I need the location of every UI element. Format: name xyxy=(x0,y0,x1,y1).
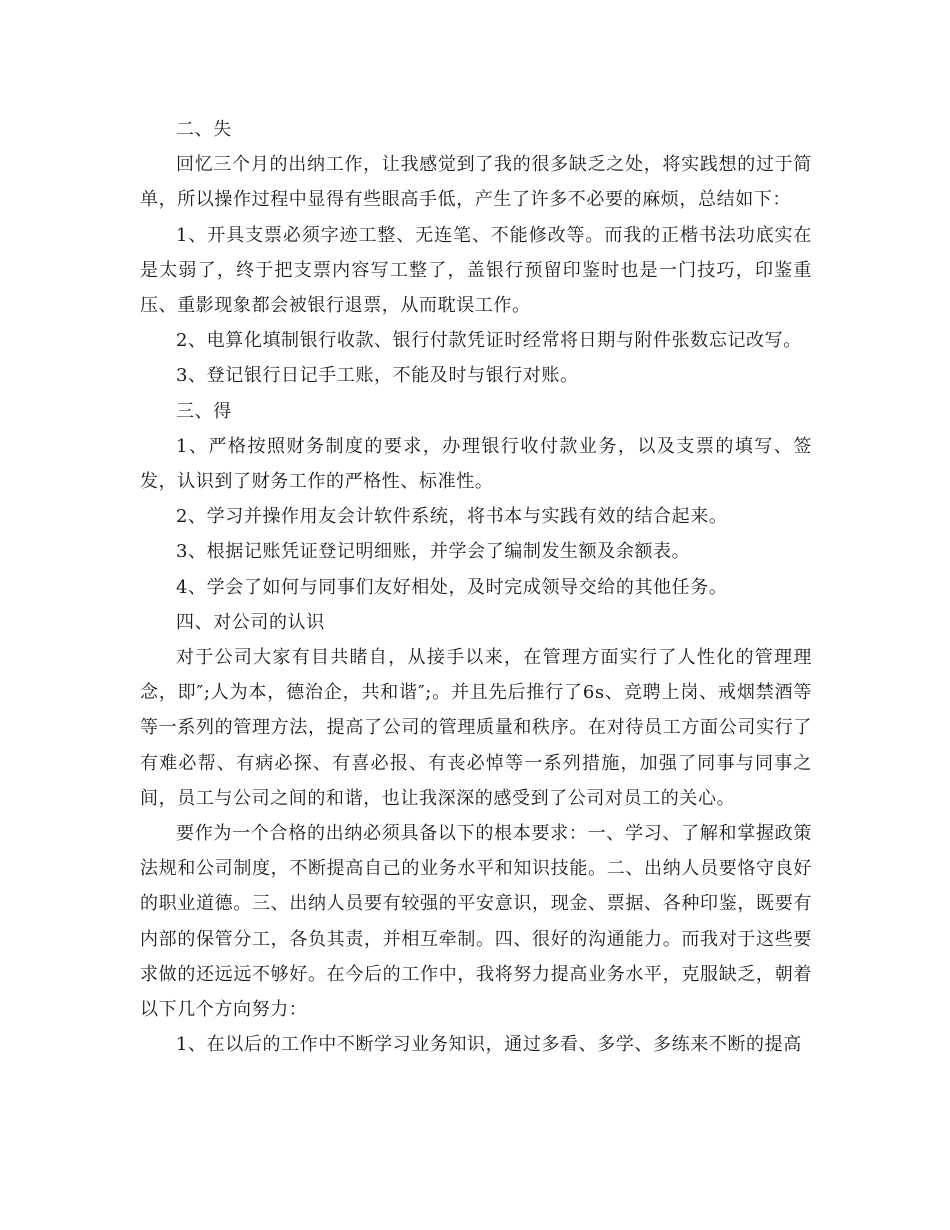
paragraph: 对于公司大家有目共睹自，从接手以来，在管理方面实行了人性化的管理理念，即″;人为本，德治企，共和谐″;。并且先后推行了6s、竞聘上岗、戒烟禁酒等等一系列的管理方法，提高了公司的管理质量和秩序。在对待员工方面公司实行了有难必帮、有病必探、有喜必报、有丧必悼等一系列措施，加强了同事与同事之间，员工与公司之间的和谐，也让我深深的感受到了公司对员工的关心。 xyxy=(140,647,812,809)
paragraph: 1、开具支票必须字迹工整、无连笔、不能修改等。而我的正楷书法功底实在是太弱了，终于把支票内容写工整了，盖银行预留印鉴时也是一门技巧，印鉴重压、重影现象都会被银行退票，从而耽误工作。 xyxy=(140,224,812,317)
paragraph: 2、学习并操作用友会计软件系统，将书本与实践有效的结合起来。 xyxy=(176,506,728,528)
section-heading-company: 四、对公司的认识 xyxy=(176,611,325,633)
paragraph: 1、在以后的工作中不断学习业务知识，通过多看、多学、多练来不断的提高 xyxy=(176,1034,802,1056)
paragraph: 2、电算化填制银行收款、银行付款凭证时经常将日期与附件张数忘记改写。 xyxy=(176,330,802,352)
paragraph: 1、严格按照财务制度的要求，办理银行收付款业务，以及支票的填写、签发，认识到了财务工作的严格性、标准性。 xyxy=(140,435,812,493)
paragraph: 要作为一个合格的出纳必须具备以下的根本要求：一、学习、了解和掌握政策法规和公司制度，不断提高自己的业务水平和知识技能。二、出纳人员要恪守良好的职业道德。三、出纳人员要有较强的平安意识，现金、票据、各种印鉴，既要有内部的保管分工，各负其责，并相互牵制。四、很好的沟通能力。而我对于这些要求做的还远远不够好。在今后的工作中，我将努力提高业务水平，克服缺乏，朝着以下几个方向努力： xyxy=(140,823,812,1021)
paragraph: 3、登记银行日记手工账，不能及时与银行对账。 xyxy=(176,365,579,387)
paragraph: 3、根据记账凭证登记明细账，并学会了编制发生额及余额表。 xyxy=(176,541,691,563)
section-heading-gain: 三、得 xyxy=(176,400,232,422)
document-body xyxy=(140,112,812,1062)
paragraph: 回忆三个月的出纳工作，让我感觉到了我的很多缺乏之处，将实践想的过于简单，所以操作过程中显得有些眼高手低，产生了许多不必要的麻烦，总结如下： xyxy=(140,154,812,211)
section-heading-loss: 二、失 xyxy=(176,119,232,140)
paragraph: 4、学会了如何与同事们友好相处，及时完成领导交给的其他任务。 xyxy=(176,576,728,598)
